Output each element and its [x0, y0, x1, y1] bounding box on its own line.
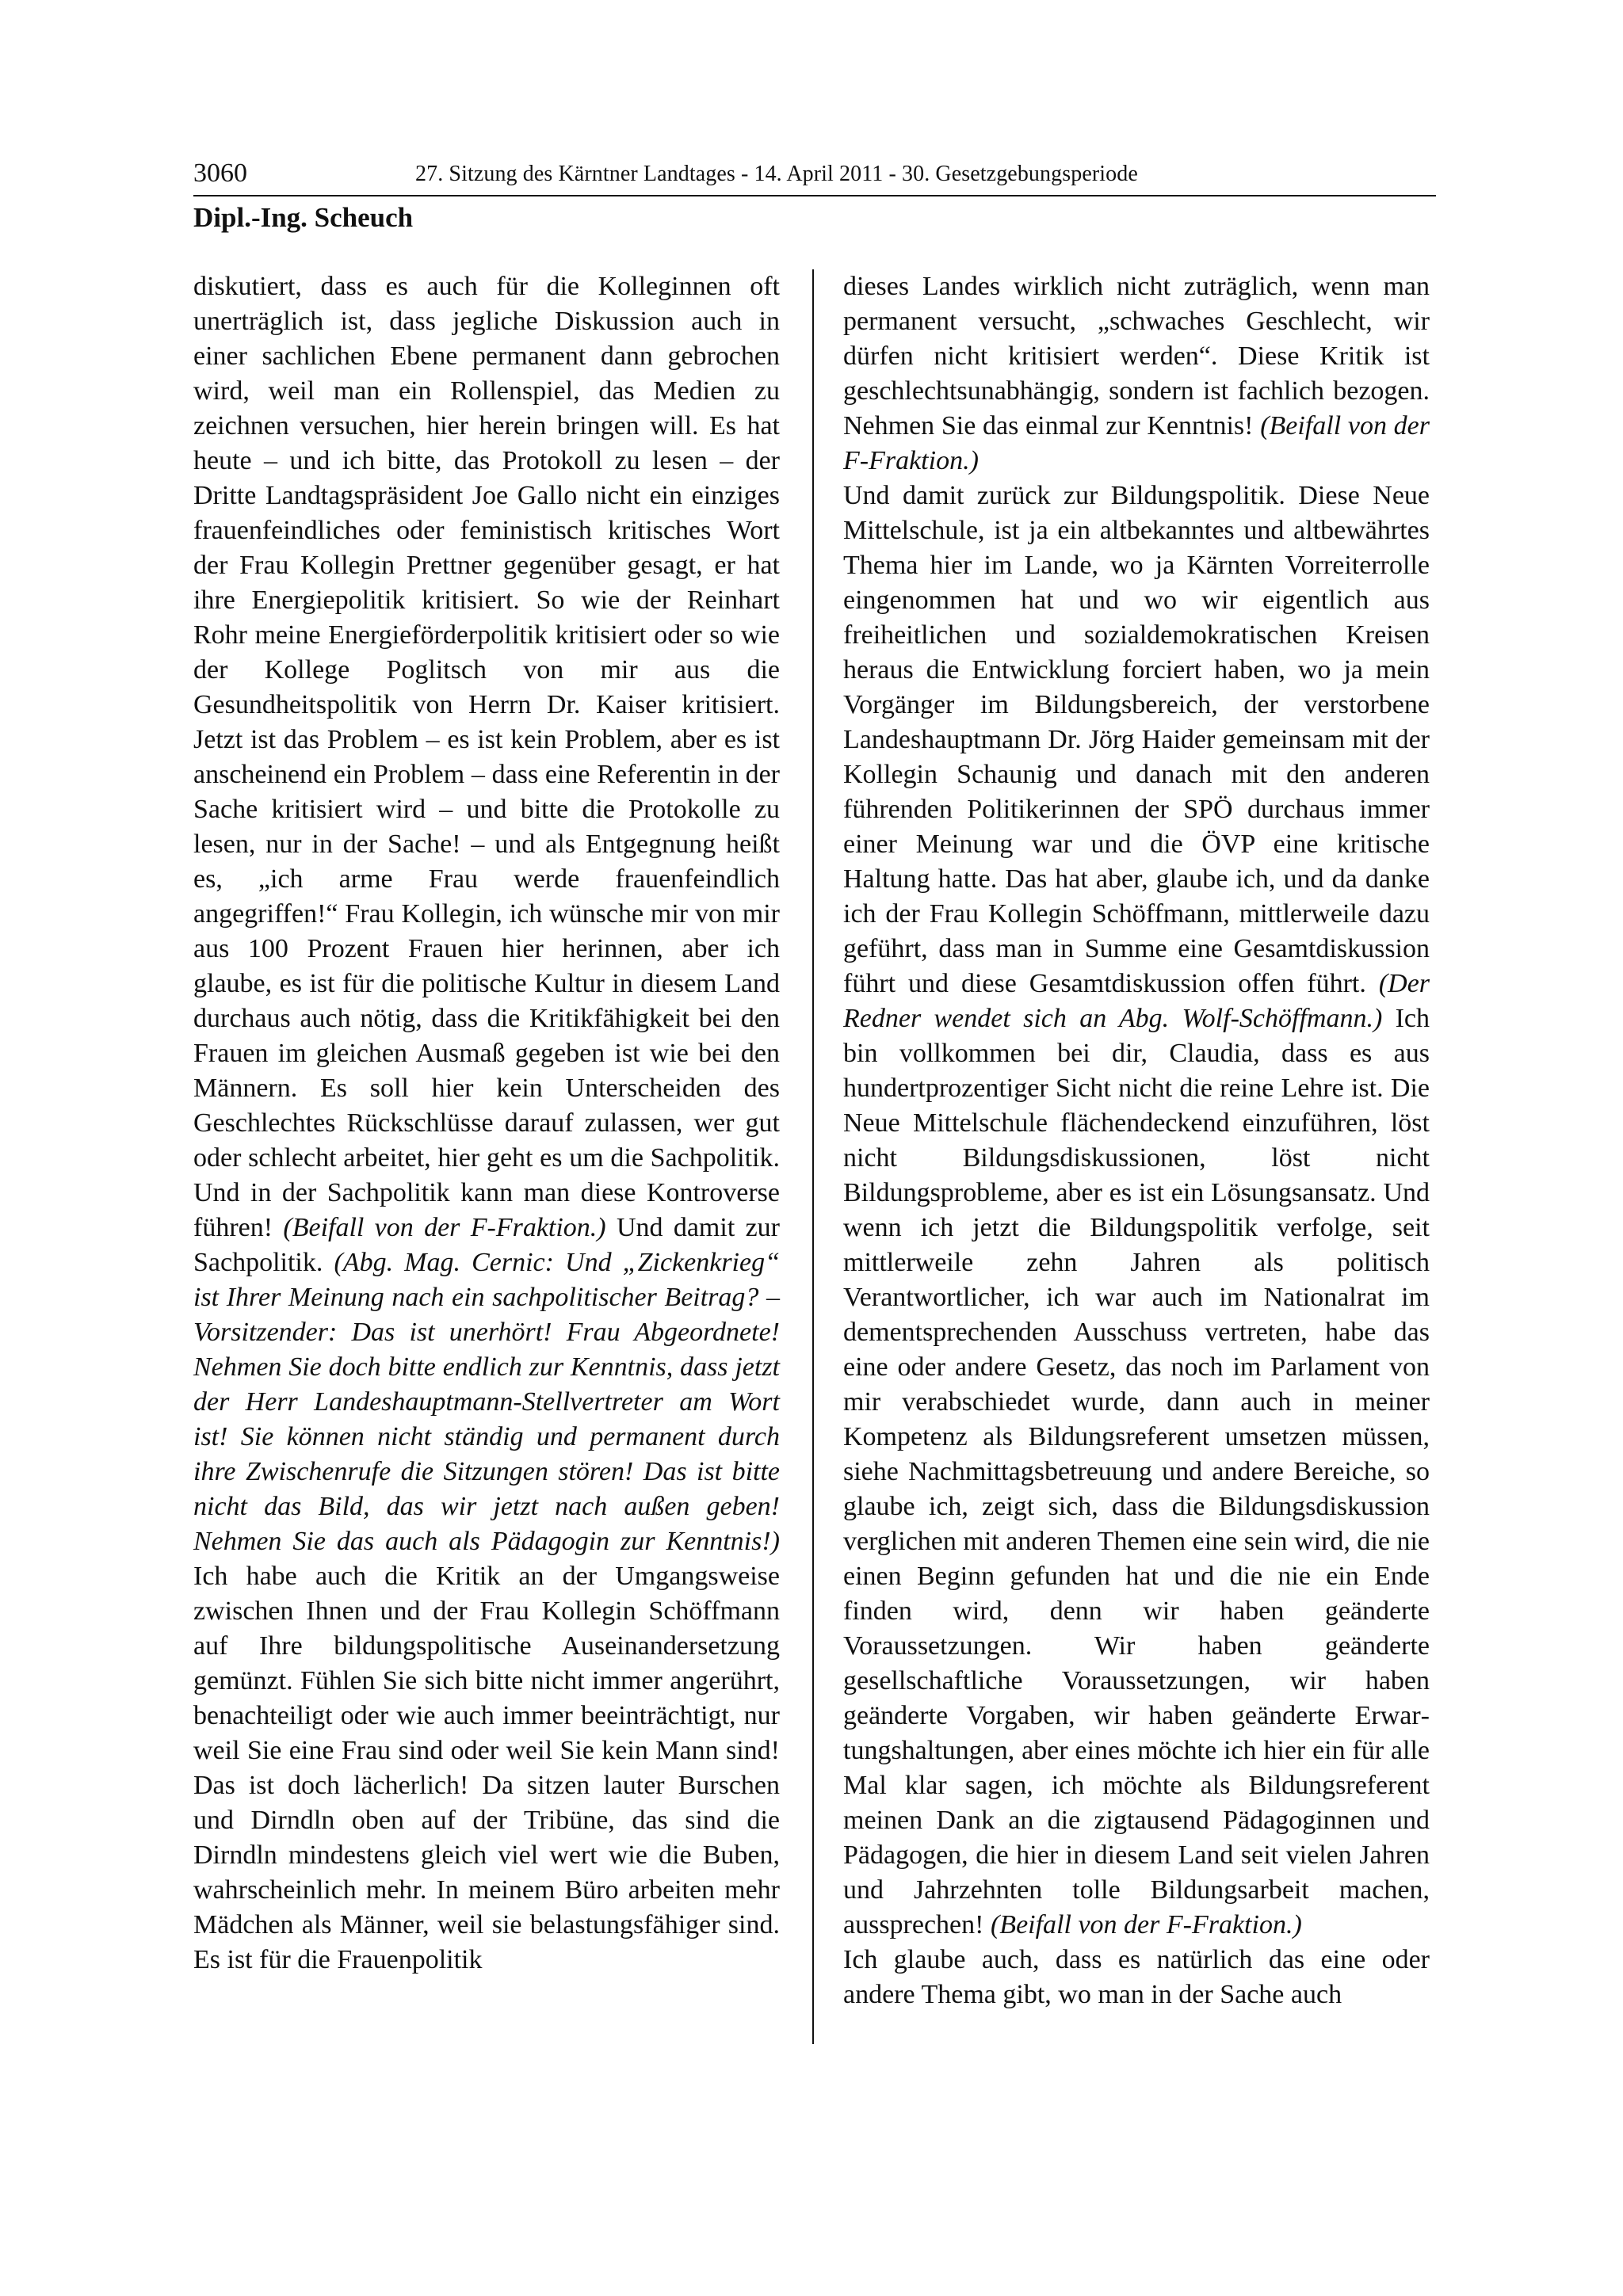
- speaker-name: Dipl.-Ing. Scheuch: [193, 202, 414, 233]
- page-number: 3060: [193, 158, 247, 188]
- right-applause-1: (Beifall von der F-Fraktion.): [843, 411, 1430, 475]
- running-title: 27. Sitzung des Kärntner Landtages - 14. April 2011 - 30. Gesetzgebungsperiode: [415, 162, 1138, 186]
- right-text-4: Ich glaube auch, dass es natürlich das eine oder andere Thema gibt, wo man in der Sache auch: [843, 1945, 1430, 2009]
- right-column: [843, 269, 1430, 2012]
- left-text-1: diskutiert, dass es auch für die Kolleginnen oft unerträglich ist, dass jegliche Diskussion auch in einer sachlichen Ebene permanent dann gebrochen wird, weil man ein Rollenspiel, das Medien zu zeichnen versuchen, hier herein bringen will. Es hat heute – und ich bitte, das Protokoll zu lesen – der Dritte Landtagspräsident Joe Gallo nicht ein einziges frauenfeindliches oder feministisch kritisches Wort der Frau Kollegin Prettner gegenüber gesagt, er hat ihre Energiepolitik kritisiert. So wie der Reinhart Rohr meine Energieförderpolitik kritisiert oder so wie der Kollege Poglitsch von mir aus die Gesundheitspolitik von Herrn Dr. Kaiser kritisiert. Jetzt ist das Problem – es ist kein Problem, aber es ist anscheinend ein Problem – dass eine Referentin in der Sache kritisiert wird – und bitte die Protokolle zu lesen, nur in der Sache! – und als Entgegnung heißt es, „ich arme Frau werde frauenfeindlich angegriffen!“ Frau Kollegin, ich wünsche mir von mir aus 100 Prozent Frauen hier herinnen, aber ich glaube, es ist für die politische Kultur in diesem Land durchaus auch nötig, dass die Kritikfähigkeit bei den Frauen im gleichen Ausmaß gegeben ist wie bei den Männern. Es soll hier kein Unterscheiden des Geschlechtes Rückschlüsse darauf zulassen, wer gut oder schlecht arbeitet, hier geht es um die Sachpolitik. Und in der Sachpolitik kann man diese Kontroverse führen!: [193, 272, 780, 1242]
- left-interjection: (Abg. Mag. Cernic: Und „Zickenkrieg“ ist Ihrer Meinung nach ein sachpolitischer Beitrag? – Vorsitzender: Das ist unerhört! Frau Abgeordnete! Nehmen Sie doch bitte endlich zur Kenntnis, dass jetzt der Herr Landeshauptmann-Stellvertreter am Wort ist! Sie können nicht ständig und permanent durch ihre Zwischenrufe die Sitzungen stören! Das ist bitte nicht das Bild, das wir jetzt nach außen geben! Nehmen Sie das auch als Pädagogin zur Kenntnis!): [193, 1248, 780, 1556]
- right-text-1: dieses Landes wirklich nicht zuträglich, wenn man permanent versucht, „schwaches Geschlecht, wir dürfen nicht kritisiert werden“. Diese Kritik ist geschlechtsunabhängig, sondern ist fachlich bezogen. Nehmen Sie das einmal zur Kenntnis!: [843, 272, 1430, 441]
- right-paragraph-3: [843, 1943, 1430, 2012]
- right-stage-direction: (Der Redner wendet sich an Abg. Wolf-Schöffmann.): [843, 969, 1430, 1033]
- left-paragraph: [193, 269, 780, 1978]
- right-paragraph-2: [843, 479, 1430, 1943]
- right-text-2: Und damit zurück zur Bildungspolitik. Diese Neue Mittelschule, ist ja ein altbekanntes und altbewährtes Thema hier im Lande, wo ja Kärnten Vorreiterrolle eingenommen hat und wo wir eigentlich aus freiheitlichen und sozialdemokratischen Kreisen heraus die Entwicklung forciert haben, wo ja mein Vorgänger im Bildungsbereich, der verstorbene Landeshauptmann Dr. Jörg Haider gemeinsam mit der Kollegin Schaunig und danach mit den anderen führenden Politikerinnen der SPÖ durchaus immer einer Meinung war und die ÖVP eine kritische Haltung hatte. Das hat aber, glaube ich, und da danke ich der Frau Kollegin Schöffmann, mittlerweile dazu geführt, dass man in Summe eine Gesamtdiskussion führt und diese Gesamtdiskussion offen führt.: [843, 481, 1430, 998]
- left-text-3: Ich habe auch die Kritik an der Umgangsweise zwischen Ihnen und der Frau Kollegin Schöffmann auf Ihre bildungspolitische Auseinandersetzung gemünzt. Fühlen Sie sich bitte nicht immer angerührt, benachteiligt oder wie auch immer beeinträchtigt, nur weil Sie eine Frau sind oder weil Sie kein Mann sind! Das ist doch lächerlich! Da sitzen lauter Burschen und Dirndln oben auf der Tribüne, das sind die Dirndln mindestens gleich viel wert wie die Buben, wahrscheinlich mehr. In meinem Büro arbeiten mehr Mädchen als Männer, weil sie belastungsfähiger sind. Es ist für die Frauenpolitik: [193, 1562, 780, 1974]
- left-column: [193, 269, 780, 1978]
- right-paragraph-1: [843, 269, 1430, 479]
- left-applause-1: (Beifall von der F-Fraktion.): [283, 1213, 606, 1242]
- right-applause-2: (Beifall von der F-Fraktion.): [990, 1910, 1302, 1939]
- column-divider: [812, 269, 814, 2044]
- right-text-3: Ich bin vollkommen bei dir, Claudia, dass es aus hundertprozentiger Sicht nicht die reine Lehre ist. Die Neue Mittelschule flächendeckend einzuführen, löst nicht Bildungsdiskussionen, löst nicht Bildungsprobleme, aber es ist ein Lösungsansatz. Und wenn ich jetzt die Bildungspolitik verfolge, seit mittlerweile zehn Jahren als politisch Verantwortlicher, ich war auch im Nationalrat im dementsprechenden Ausschuss vertreten, habe das eine oder andere Gesetz, das noch im Parlament von mir verabschiedet wurde, dann auch in meiner Kompetenz als Bildungsreferent umsetzen müssen, siehe Nachmittagsbetreuung und andere Bereiche, so glaube ich, zeigt sich, dass die Bildungsdiskussion verglichen mit anderen Themen eine sein wird, die nie einen Beginn gefunden hat und die nie ein Ende finden wird, denn wir haben geänderte Voraussetzungen. Wir haben geänderte gesellschaftliche Voraussetzungen, wir haben geänderte Vorgaben, wir haben geänderte Erwartungshaltungen, aber eines möchte ich hier ein für alle Mal klar sagen, ich möchte als Bildungsreferent meinen Dank an die zigtausend Pädagoginnen und Pädagogen, die hier in diesem Land seit vielen Jahren und Jahrzehnten tolle Bildungsarbeit machen, aussprechen!: [843, 1004, 1430, 1939]
- page-header: [193, 155, 1436, 196]
- left-text-2: Und damit zur Sachpolitik.: [193, 1213, 781, 1277]
